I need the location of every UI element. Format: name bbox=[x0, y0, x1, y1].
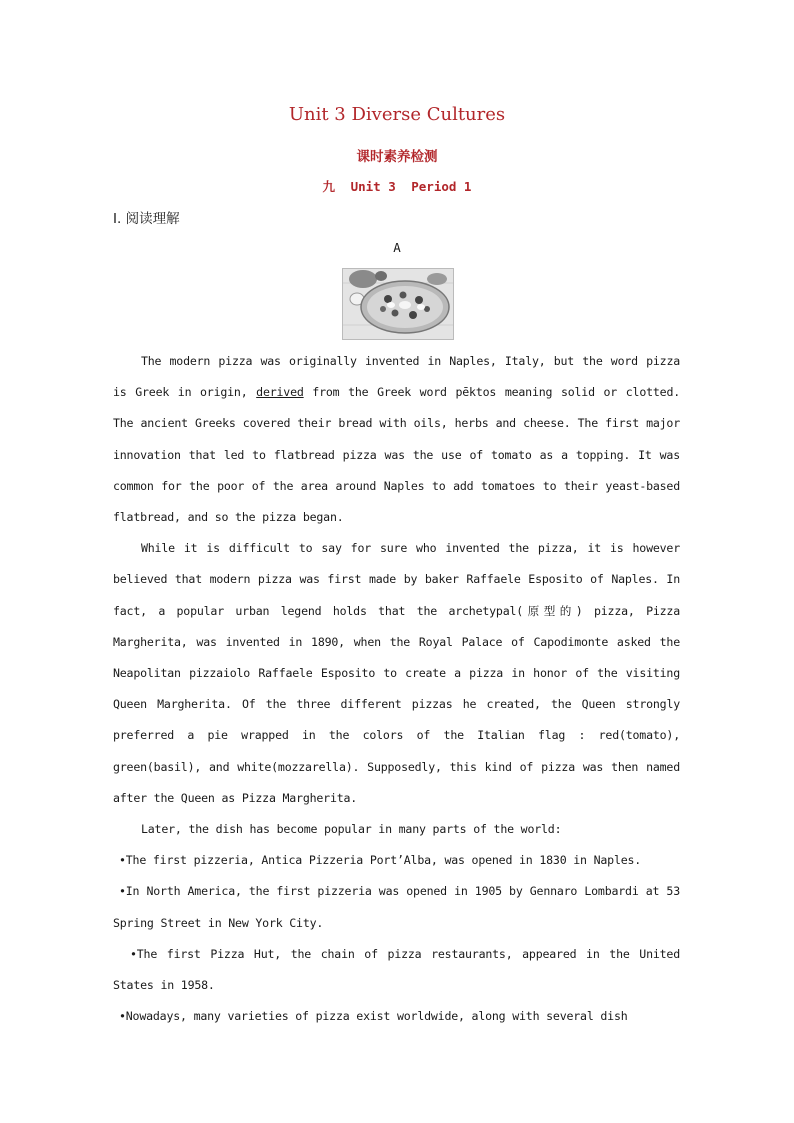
bullet-item: •The first pizzeria, Antica Pizzeria Port’Alba, was opened in 1830 in Naples. bbox=[119, 853, 642, 868]
passage-label: A bbox=[393, 240, 401, 255]
underlined-word: derived bbox=[256, 385, 304, 400]
paragraph-1: The modern pizza was originally invented in Naples, Italy, but the word pizza is Greek in origin, derived from the Greek word pēktos meaning solid or clotted. The ancient Greeks covered their bread with oils, herbs and cheese. The first major innovation that led to flatbread pizza was the use of tomato as a topping. It was common for the poor of the area around Naples to add tomatoes to their yeast-based flatbread, and so the pizza began. bbox=[113, 354, 680, 525]
period-unit: Unit 3 bbox=[350, 179, 396, 194]
pizza-photo bbox=[342, 268, 454, 340]
bullet-item: •The first Pizza Hut, the chain of pizza restaurants, appeared in the United States in 1958. bbox=[113, 946, 680, 993]
period-heading bbox=[0, 177, 794, 195]
bullet-item: •Nowadays, many varieties of pizza exist worldwide, along with several dish bbox=[119, 1009, 628, 1024]
period-number: 九 bbox=[322, 179, 336, 194]
paragraph-3: Later, the dish has become popular in many parts of the world: bbox=[141, 822, 562, 837]
section-heading: Ⅰ. 阅读理解 bbox=[113, 211, 180, 227]
lesson-subtitle: 课时素养检测 bbox=[356, 149, 438, 165]
paragraph-2: While it is difficult to say for sure who invented the pizza, it is however believed that modern pizza was first made by baker Raffaele Esposito of Naples. In fact, a popular urban legend holds that the archetypal(原型的) pizza, Pizza Margherita, was invented in 1890, when the Royal Palace of Capodimonte asked the Neapolitan pizzaiolo Raffaele Esposito to create a pizza in honor of the visiting Queen Margherita. Of the three different pizzas he created, the Queen strongly preferred a pie wrapped in the colors of the Italian flag : red(tomato), green(basil), and white(mozzarella). Supposedly, this kind of pizza was then named after the Queen as Pizza Margherita. bbox=[113, 541, 680, 805]
pizza-icon bbox=[343, 269, 453, 339]
reading-passage bbox=[113, 346, 680, 1032]
period-name: Period 1 bbox=[411, 179, 472, 194]
bullet-item: •In North America, the first pizzeria was opened in 1905 by Gennaro Lombardi at 53 Spring Street in New York City. bbox=[113, 884, 680, 930]
unit-title: Unit 3 Diverse Cultures bbox=[288, 104, 506, 125]
